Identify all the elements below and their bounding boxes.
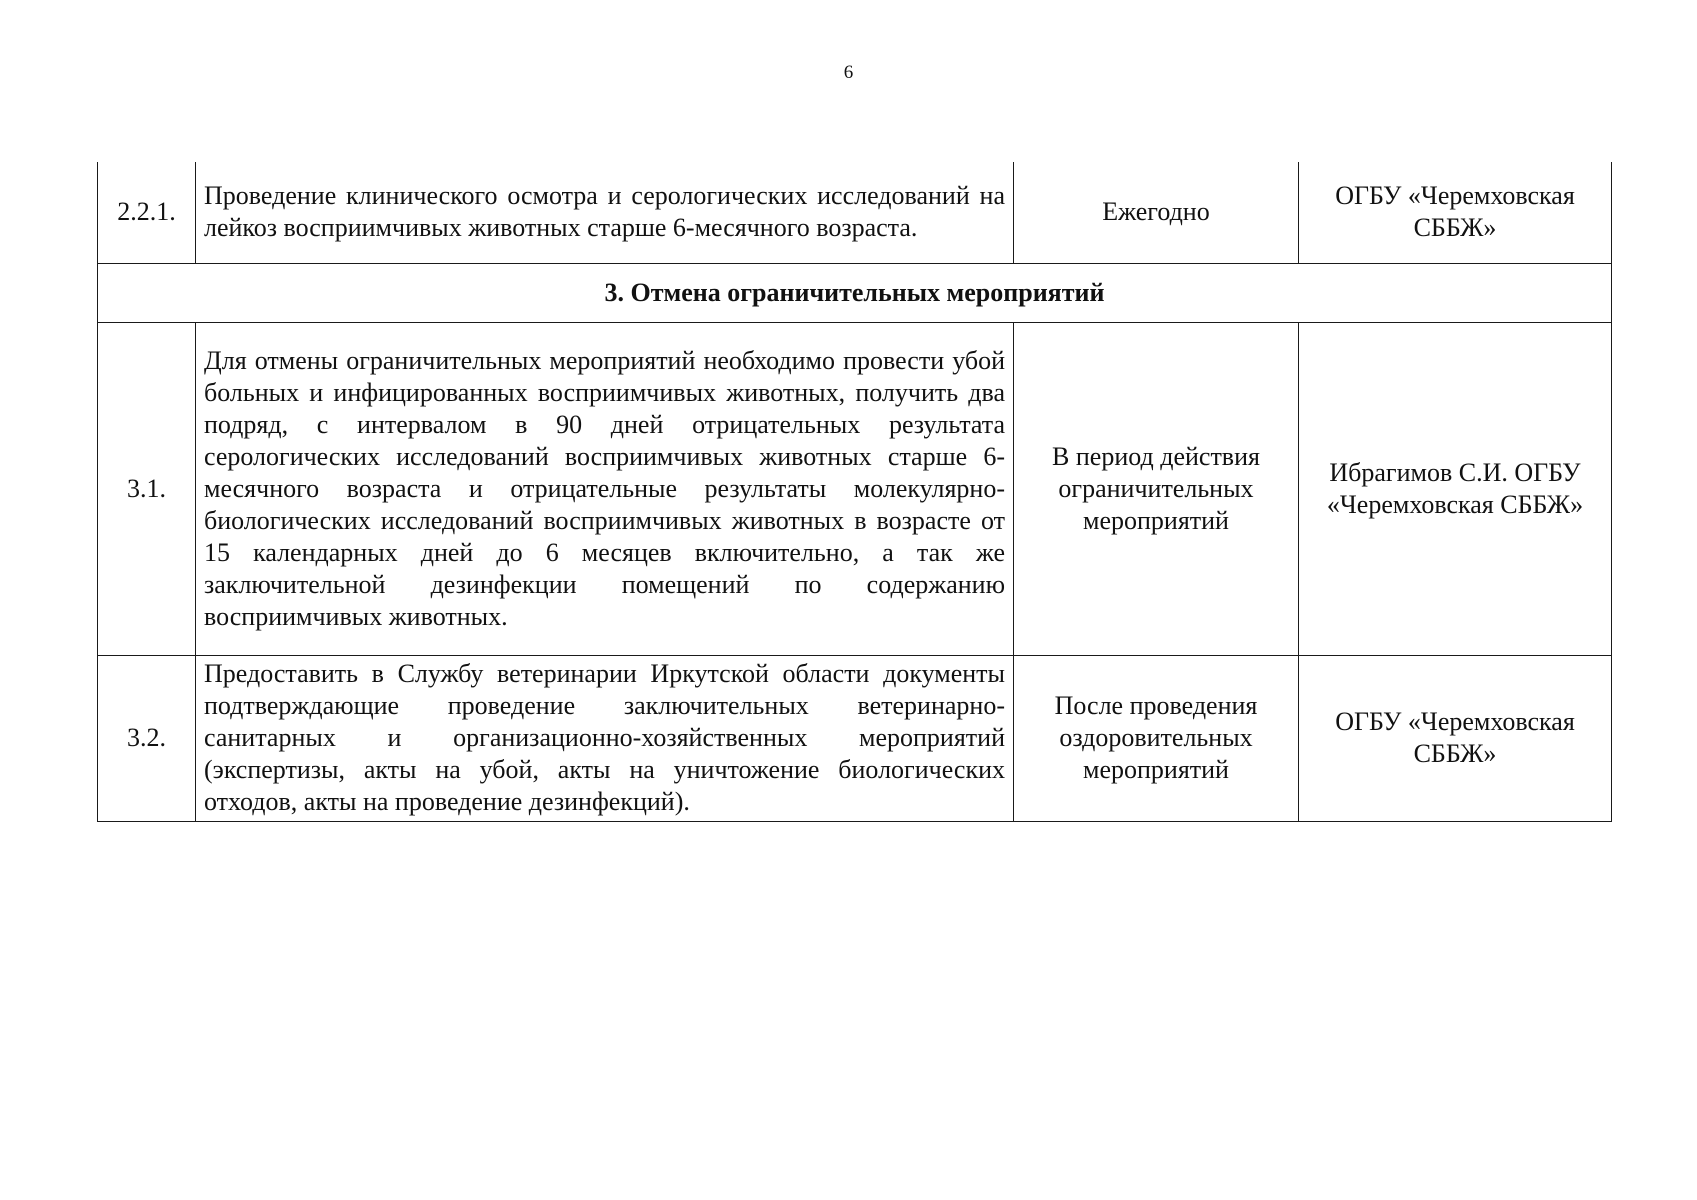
table-row-3-2 [98,655,1612,821]
item-period: В период действия ограничительных мероприятий [1014,322,1299,655]
table-row-2-2-1 [98,162,1612,263]
table-row-3-1 [98,322,1612,655]
section-header-row [98,263,1612,322]
item-responsible: Ибрагимов С.И. ОГБУ «Черемховская СББЖ» [1299,322,1612,655]
item-responsible: ОГБУ «Черемховская СББЖ» [1299,162,1612,263]
item-period: Ежегодно [1014,162,1299,263]
item-number: 3.1. [98,322,196,655]
item-description: Проведение клинического осмотра и серологических исследований на лейкоз восприимчивых животных старше 6-месячного возраста. [196,162,1014,263]
item-number: 2.2.1. [98,162,196,263]
item-description: Предоставить в Службу ветеринарии Иркутской области документы подтверждающие проведение заключительных ветеринарно-санитарных и организационно-хозяйственных мероприятий (экспертизы, акты на убой, акты на уничтожение биологических отходов, акты на проведение дезинфекций). [196,655,1014,821]
item-description: Для отмены ограничительных мероприятий необходимо провести убой больных и инфицированных восприимчивых животных, получить два подряд, с интервалом в 90 дней отрицательных результата серологических исследований восприимчивых животных старше 6-месячного возраста и отрицательные результаты молекулярно-биологических исследований восприимчивых животных в возрасте от 15 календарных дней до 6 месяцев включительно, а так же заключительной дезинфекции помещений по содержанию восприимчивых животных. [196,322,1014,655]
item-number: 3.2. [98,655,196,821]
item-period: После проведения оздоровительных мероприятий [1014,655,1299,821]
section-title: 3. Отмена ограничительных мероприятий [98,263,1612,322]
page-number: 6 [843,62,854,83]
item-responsible: ОГБУ «Черемховская СББЖ» [1299,655,1612,821]
measures-table [97,162,1612,822]
